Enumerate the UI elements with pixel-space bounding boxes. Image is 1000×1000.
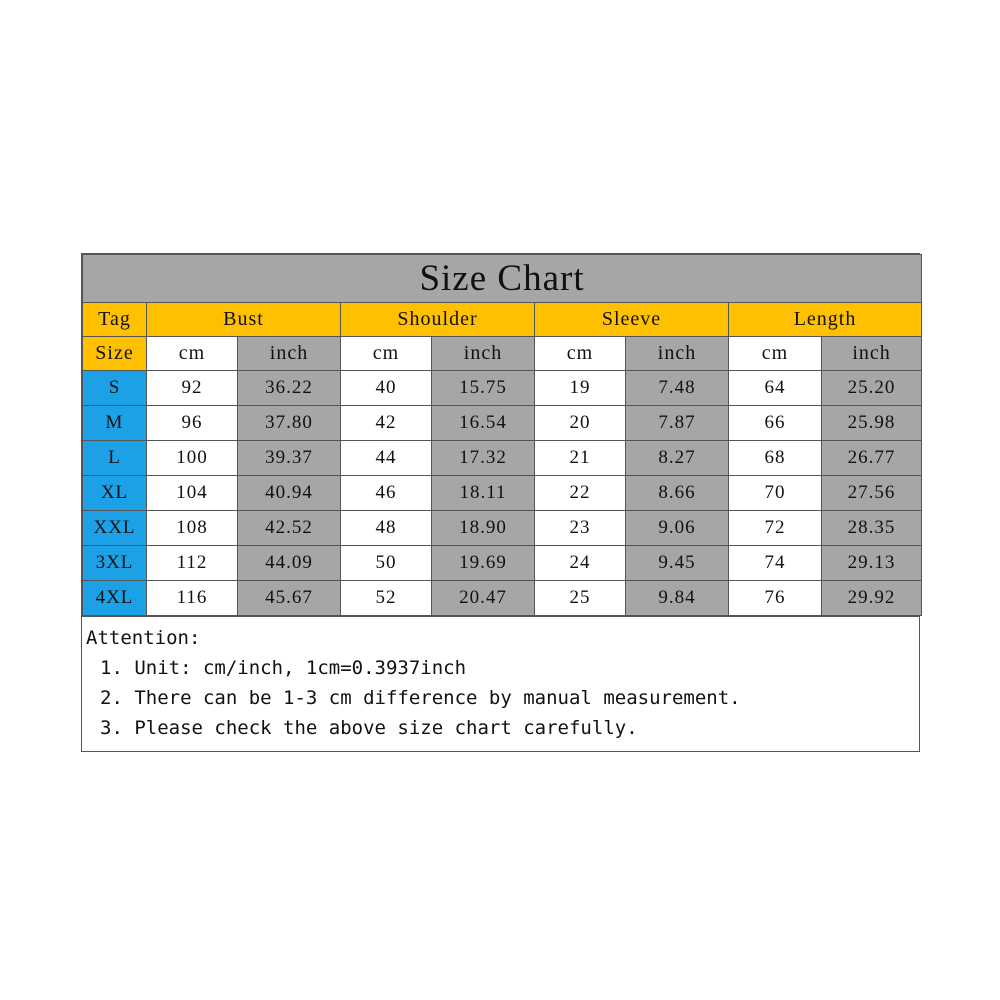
table-cell: 70 [729,476,822,511]
table-cell: 22 [535,476,626,511]
unit-header: inch [626,337,729,371]
unit-header: cm [729,337,822,371]
size-tag: M [83,406,147,441]
group-header-length: Length [729,303,922,337]
table-cell: 8.66 [626,476,729,511]
size-table [82,254,922,616]
note-item: 3. Please check the above size chart carefully. [100,717,638,739]
table-cell: 23 [535,511,626,546]
size-tag: L [83,441,147,476]
table-cell: 15.75 [432,371,535,406]
note-item: 2. There can be 1-3 cm difference by manual measurement. [100,687,741,709]
table-cell: 92 [147,371,238,406]
unit-header: cm [535,337,626,371]
table-row [83,546,922,581]
table-cell: 104 [147,476,238,511]
table-cell: 25.98 [822,406,922,441]
table-row [83,441,922,476]
unit-header: cm [341,337,432,371]
table-cell: 116 [147,581,238,616]
chart-title: Size Chart [83,255,922,303]
table-row [83,476,922,511]
table-cell: 17.32 [432,441,535,476]
table-cell: 96 [147,406,238,441]
table-cell: 19 [535,371,626,406]
table-row [83,406,922,441]
table-cell: 29.92 [822,581,922,616]
table-cell: 66 [729,406,822,441]
size-tag: S [83,371,147,406]
tag-label: Tag [83,303,147,337]
table-cell: 21 [535,441,626,476]
table-cell: 26.77 [822,441,922,476]
table-cell: 20 [535,406,626,441]
table-cell: 100 [147,441,238,476]
table-cell: 45.67 [238,581,341,616]
size-tag: 3XL [83,546,147,581]
table-cell: 7.48 [626,371,729,406]
group-header-shoulder: Shoulder [341,303,535,337]
table-cell: 44.09 [238,546,341,581]
table-cell: 40 [341,371,432,406]
unit-header: inch [432,337,535,371]
table-cell: 39.37 [238,441,341,476]
table-cell: 19.69 [432,546,535,581]
table-cell: 16.54 [432,406,535,441]
table-cell: 52 [341,581,432,616]
table-cell: 44 [341,441,432,476]
unit-header: cm [147,337,238,371]
table-cell: 72 [729,511,822,546]
table-cell: 42 [341,406,432,441]
group-header-sleeve: Sleeve [535,303,729,337]
table-cell: 46 [341,476,432,511]
table-cell: 40.94 [238,476,341,511]
size-tag: XXL [83,511,147,546]
table-cell: 108 [147,511,238,546]
table-cell: 9.45 [626,546,729,581]
table-cell: 18.90 [432,511,535,546]
table-row [83,371,922,406]
notes-heading: Attention: [86,627,201,649]
note-item: 1. Unit: cm/inch, 1cm=0.3937inch [100,657,467,679]
table-cell: 24 [535,546,626,581]
table-cell: 28.35 [822,511,922,546]
table-cell: 7.87 [626,406,729,441]
table-cell: 37.80 [238,406,341,441]
table-cell: 18.11 [432,476,535,511]
table-cell: 42.52 [238,511,341,546]
unit-header: inch [238,337,341,371]
table-cell: 29.13 [822,546,922,581]
table-cell: 68 [729,441,822,476]
table-cell: 25 [535,581,626,616]
table-cell: 8.27 [626,441,729,476]
table-row [83,581,922,616]
size-tag: XL [83,476,147,511]
size-label: Size [83,337,147,371]
table-cell: 112 [147,546,238,581]
size-tag: 4XL [83,581,147,616]
unit-header: inch [822,337,922,371]
table-cell: 74 [729,546,822,581]
table-cell: 9.06 [626,511,729,546]
table-cell: 20.47 [432,581,535,616]
table-cell: 48 [341,511,432,546]
table-cell: 27.56 [822,476,922,511]
table-cell: 36.22 [238,371,341,406]
table-cell: 9.84 [626,581,729,616]
group-header-bust: Bust [147,303,341,337]
attention-notes [82,616,919,751]
table-cell: 25.20 [822,371,922,406]
table-cell: 50 [341,546,432,581]
table-cell: 76 [729,581,822,616]
table-cell: 64 [729,371,822,406]
size-chart [81,253,920,752]
table-row [83,511,922,546]
